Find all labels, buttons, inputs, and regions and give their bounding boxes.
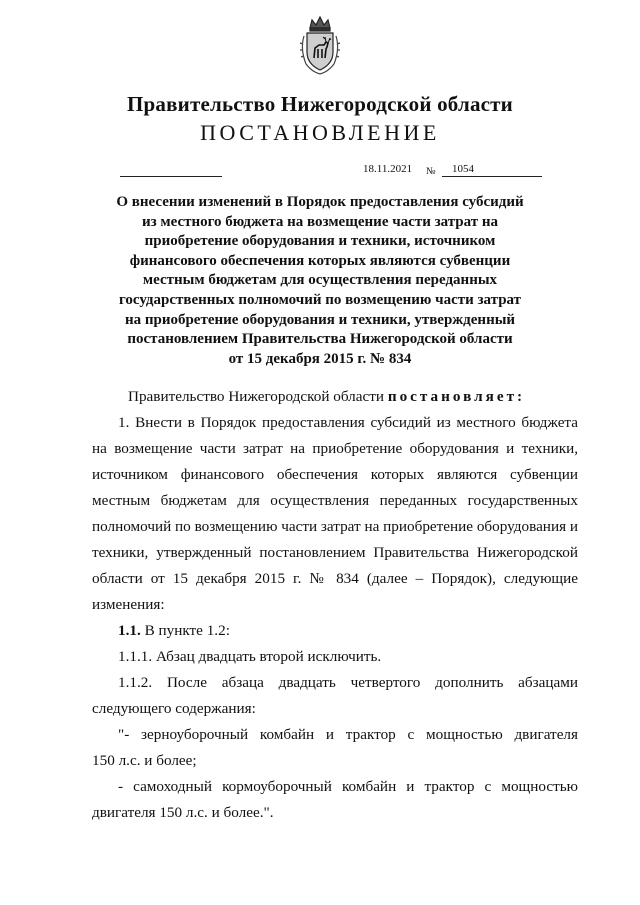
number-underline: [442, 176, 542, 177]
document-type: ПОСТАНОВЛЕНИЕ: [200, 120, 440, 145]
item-1-1-2-line: следующего содержания:: [92, 700, 256, 717]
quote-line: - самоходный кормоуборочный комбайн и трактор с мощностью: [118, 778, 578, 795]
quote-line: 150 л.с. и более;: [92, 752, 197, 769]
title-line: О внесении изменений в Порядок предоставления субсидий: [116, 194, 524, 210]
quote-line: "- зерноуборочный комбайн и трактор с мощностью двигателя: [118, 726, 578, 743]
paragraph-line: на возмещение части затрат на приобретение оборудования и техники,: [92, 440, 578, 457]
title-line: постановлением Правительства Нижегородской области: [127, 331, 513, 348]
title-line: от 15 декабря 2015 г. № 834: [228, 350, 412, 367]
title-line: местным бюджетам для осуществления переданных: [142, 272, 498, 289]
document-title: [110, 193, 530, 369]
document-number: 1054: [452, 163, 474, 175]
paragraph-line: полномочий по возмещению части затрат на приобретение оборудования и: [92, 518, 578, 535]
date-blank-line: [120, 176, 222, 177]
preamble-prefix: Правительство Нижегородской области: [128, 388, 388, 405]
title-line: на приобретение оборудования и техники, утвержденный: [124, 311, 516, 328]
paragraph-line: источником финансового обеспечения которых являются субвенции: [92, 466, 578, 483]
item-1-1-text: В пункте 1.2:: [140, 622, 230, 639]
preamble-action: постановляет:: [387, 388, 526, 405]
preamble: [92, 384, 578, 410]
title-line: государственных полномочий по возмещению части затрат: [118, 291, 522, 308]
title-line: приобретение оборудования и техники, источником: [144, 233, 496, 250]
document-body: [92, 384, 578, 826]
item-1-1-number: 1.1.: [118, 622, 141, 639]
item-1-1: [92, 618, 578, 644]
coat-of-arms-icon: [298, 14, 342, 76]
quote-line: двигателя 150 л.с. и более.".: [92, 804, 274, 821]
paragraph-line: 1. Внести в Порядок предоставления субсидий из местного бюджета: [118, 414, 578, 431]
organization-name: Правительство Нижегородской области: [127, 92, 513, 116]
number-sign: №: [426, 166, 436, 177]
title-line: из местного бюджета на возмещение части затрат на: [141, 213, 499, 230]
paragraph-line: изменения:: [92, 596, 165, 613]
item-1-1-2-line: 1.1.2. После абзаца двадцать четвертого дополнить абзацами: [118, 674, 578, 691]
paragraph-line: техники, утвержденный постановлением Правительства Нижегородской: [92, 544, 578, 561]
document-date: 18.11.2021: [363, 163, 413, 175]
title-line: финансового обеспечения которых являются субвенции: [129, 252, 511, 269]
paragraph-line: области от 15 декабря 2015 г. № 834 (далее – Порядок), следующие: [92, 570, 578, 587]
item-1-1-1: 1.1.1. Абзац двадцать второй исключить.: [118, 648, 382, 665]
paragraph-line: местным бюджетам для осуществления переданных государственных: [92, 492, 578, 509]
